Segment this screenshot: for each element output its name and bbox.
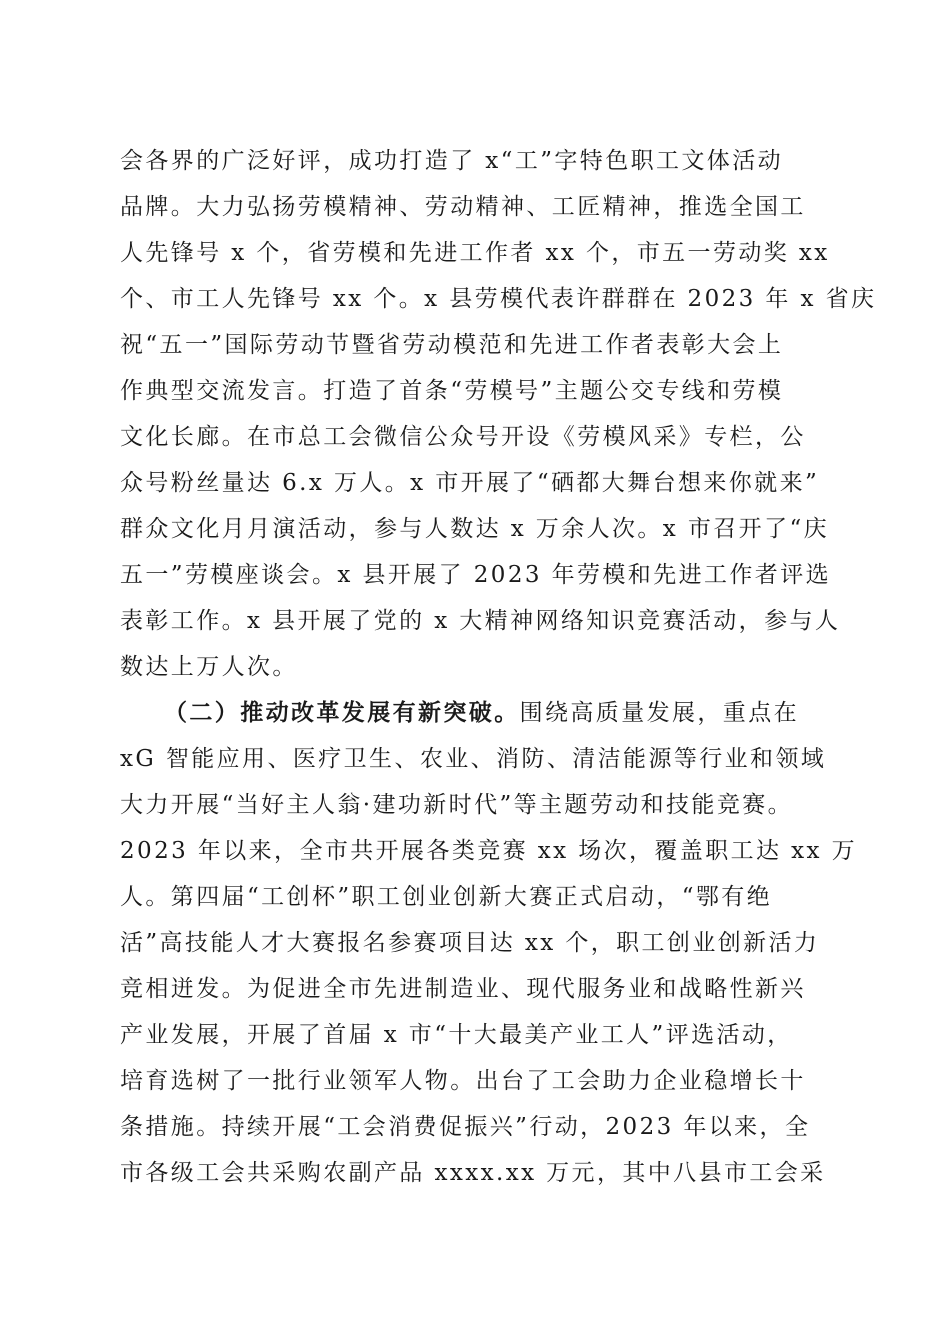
text-line: 文化长廊。在市总工会微信公众号开设《劳模风采》专栏，公 (120, 424, 806, 450)
text-line: 会各界的广泛好评，成功打造了 x“工”字特色职工文体活动 (120, 148, 783, 174)
text-line: 条措施。持续开展“工会消费促振兴”行动，2023 年以来，全 (120, 1114, 811, 1140)
text-line: 活”高技能人才大赛报名参赛项目达 xx 个，职工创业创新活力 (120, 930, 820, 956)
text-line: 2023 年以来，全市共开展各类竞赛 xx 场次，覆盖职工达 xx 万 (120, 838, 857, 864)
section-heading-line (120, 690, 840, 736)
text-line: xG 智能应用、医疗卫生、农业、消防、清洁能源等行业和领域 (120, 746, 827, 772)
paragraph-reform (120, 690, 857, 1196)
paragraph-awards (120, 138, 877, 690)
text-line: 数达上万人次。 (120, 654, 298, 680)
text-line: 市各级工会共采购农副产品 xxxx.xx 万元，其中八县市工会采 (120, 1160, 826, 1186)
text-line: 个、市工人先锋号 xx 个。x 县劳模代表许群群在 2023 年 x 省庆 (120, 286, 877, 312)
text-line: 人先锋号 x 个，省劳模和先进工作者 xx 个，市五一劳动奖 xx (120, 240, 830, 266)
text-line: 竞相迸发。为促进全市先进制造业、现代服务业和战略性新兴 (120, 976, 806, 1002)
text-line: 产业发展，开展了首届 x 市“十大最美产业工人”评选活动， (120, 1022, 793, 1048)
text-line: 五一”劳模座谈会。x 县开展了 2023 年劳模和先进工作者评选 (120, 562, 831, 588)
text-line: 祝“五一”国际劳动节暨省劳动模范和先进工作者表彰大会上 (120, 332, 784, 358)
text-line: 表彰工作。x 县开展了党的 x 大精神网络知识竞赛活动，参与人 (120, 608, 841, 634)
text-line: 培育选树了一批行业领军人物。出台了工会助力企业稳增长十 (120, 1068, 806, 1094)
text-line: 群众文化月月演活动，参与人数达 x 万余人次。x 市召开了“庆 (120, 516, 830, 542)
document-body (120, 138, 877, 1196)
section-heading-continuation: 围绕高质量发展，重点在 (519, 700, 800, 726)
text-line: 人。第四届“工创杯”职工创业创新大赛正式启动，“鄂有绝 (120, 884, 773, 910)
text-line: 大力开展“当好主人翁·建功新时代”等主题劳动和技能竞赛。 (120, 792, 794, 818)
text-line: 品牌。大力弘扬劳模精神、劳动精神、工匠精神，推选全国工 (120, 194, 806, 220)
text-line: 众号粉丝量达 6.x 万人。x 市开展了“硒都大舞台想来你就来” (120, 470, 820, 496)
text-line: 作典型交流发言。打造了首条“劳模号”主题公交专线和劳模 (120, 378, 784, 404)
section-heading: （二）推动改革发展有新突破。 (164, 699, 520, 726)
